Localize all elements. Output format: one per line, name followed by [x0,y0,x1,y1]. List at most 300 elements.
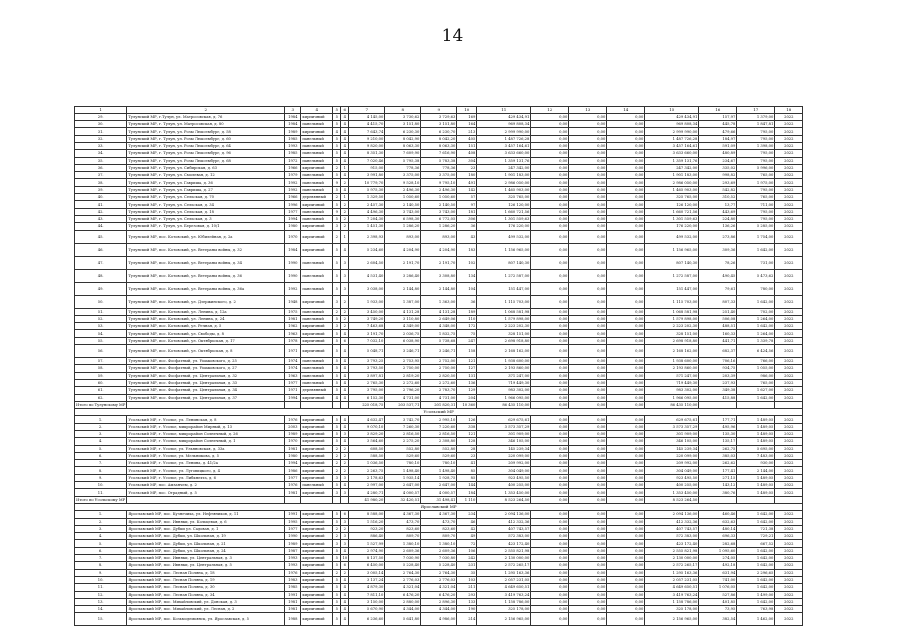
table-cell: 121 [457,358,477,365]
column-number-row [75,107,803,114]
table-cell: 0,00 [607,598,645,605]
table-cell: 309,36 [699,243,737,256]
table-cell: 5 [333,201,341,208]
table-cell: 893,00 [385,230,421,243]
table-cell: 5 [333,121,341,128]
table-cell: 301 909,00 [645,431,699,438]
table-cell: кирпичный [301,431,333,438]
table-cell: кирпичный [301,460,333,467]
table-cell: 0,00 [569,164,607,171]
address-cell: Тулунский МР, г. Тулун, ул. Сельская, д. 3 [127,215,285,222]
table-cell: 2 999 990,00 [645,128,699,135]
table-cell: 2 647,00 [421,482,457,489]
table-cell: 823,60 [385,525,421,532]
table-row [75,606,803,613]
table-cell: 2 140,50 [385,201,421,208]
table-cell: 0,00 [607,365,645,372]
table-cell: 4 [341,423,349,430]
table-cell: 135,30 [699,431,737,438]
table-cell: 43 [457,230,477,243]
table-cell: 3 151,80 [421,121,457,128]
table-cell: 0,00 [569,243,607,256]
table-cell: 346 105,00 [477,438,531,445]
table-cell: 3 005,14 [349,569,385,576]
table-cell: 495,96 [699,423,737,430]
table-cell: 2 223 202,30 [645,323,699,330]
table-cell: 588,50 [349,452,385,459]
table-cell: 160,33 [699,330,737,337]
table-cell: 49 [457,533,477,540]
table-cell: 2022 [775,379,803,386]
table-cell: 56. [75,345,127,358]
table-cell: 4 [341,547,349,554]
table-cell: кирпичный [301,598,333,605]
table-cell: 729,21 [737,533,775,540]
table-cell: 0,00 [569,179,607,186]
table-cell: 1 642,00 [737,394,775,401]
table-cell: 325 765,00 [645,194,699,201]
table-cell: 3 743,00 [421,208,457,215]
table-cell: 2 [341,452,349,459]
table-cell: 6 476,20 [421,591,457,598]
table-cell: 4. [75,533,127,540]
table-row [75,358,803,365]
table-cell: 7 030,80 [421,555,457,562]
table-cell: 2 995,10 [421,416,457,423]
table-cell: 1981 [285,445,301,452]
table-cell: 5 783,38 [421,157,457,164]
table-cell: 2 [333,569,341,576]
table-cell: 41. [75,201,127,208]
address-cell: Ярославский МР, пос. Лесная Поляна, д. 30 [127,584,285,591]
address-cell: Тулунский МР, г. Тулун, ул. Сельская, д. 18 [127,208,285,215]
table-cell: 4 [341,387,349,394]
table-cell [699,401,737,408]
table-cell: 1 660 721,56 [645,208,699,215]
table-cell: 0,00 [569,128,607,135]
table-cell: 2 698 918,80 [477,337,531,344]
table-cell: 5 [333,423,341,430]
table-row [75,431,803,438]
table-cell: 4 [341,186,349,193]
table-cell: 2 609,36 [385,547,421,554]
table-cell: 0,00 [607,482,645,489]
table-cell: 5 738,68 [421,337,457,344]
table-row [75,256,803,269]
table-cell: 13. [75,598,127,605]
table-cell: 412 332,36 [477,518,531,525]
table-cell: 2 [333,467,341,474]
table-cell: 886,40 [349,533,385,540]
table-cell: 1 462,00 [737,613,775,626]
table-cell: 0,00 [607,179,645,186]
table-cell: 0,00 [531,387,569,394]
table-cell: Итого по Усольскому МР [76,497,126,502]
table-cell: 0,00 [569,323,607,330]
table-cell: 271,15 [699,474,737,481]
table-cell: 0,00 [569,584,607,591]
table-row [75,330,803,337]
table-cell: 4 [333,394,341,401]
address-cell: Тулунский МР, пос. Котовский, ул. Октябрьская, д. 17 [127,337,285,344]
table-cell: 2022 [775,142,803,149]
table-cell: 0,00 [569,401,607,408]
table-cell: панельный [301,150,333,157]
table-cell: кирпичный [301,323,333,330]
table-cell: 807,33 [699,295,737,308]
table-cell: 1989 [285,540,301,547]
table-cell: 3 [341,474,349,481]
table-cell: 4 [341,482,349,489]
table-cell: кирпичный [301,337,333,344]
table-cell: 4 131,28 [421,308,457,315]
table-row [75,135,803,142]
table-cell: 2 [341,467,349,474]
table-cell: 328 151,00 [477,330,531,337]
table-cell: 29. [75,113,127,120]
table-cell: 106 [457,547,477,554]
table-cell: кирпичный [301,584,333,591]
table-cell: 2 [341,179,349,186]
table-cell: панельный [301,215,333,222]
table-cell: 0,00 [607,467,645,474]
table-cell: кирпичный [301,467,333,474]
table-cell: 5 [333,358,341,365]
table-cell: 0,00 [531,365,569,372]
table-row [75,423,803,430]
table-cell: 2022 [775,172,803,179]
table-cell: 7 020,46 [349,157,385,164]
table-cell: 0,00 [607,150,645,157]
table-cell: 0,00 [531,401,569,408]
table-cell: панельный [301,172,333,179]
table-cell: 491 [457,179,477,186]
table-cell: 0,00 [607,315,645,322]
table-cell: 5 [333,150,341,157]
table-cell: 189 [457,308,477,315]
table-cell: 3 991,80 [349,172,385,179]
table-row [75,482,803,489]
table-cell: 527,86 [699,591,737,598]
table-cell: 310,52 [699,194,737,201]
table-cell: 542,82 [699,186,737,193]
table-cell: 1977 [285,379,301,386]
table-cell: 5 [333,365,341,372]
table-cell: панельный [301,142,333,149]
table-cell: 5 [333,562,341,569]
address-cell: Ярославский МР, пос. Ивняки, ул. Центральная, д. 3 [127,555,285,562]
table-cell: 2022 [775,128,803,135]
table-cell: 3 897,81 [349,372,385,379]
table-cell: 225 018,75 [349,401,385,408]
table-cell: 0,00 [531,142,569,149]
table-cell: 0,00 [607,518,645,525]
table-cell: 0,00 [607,208,645,215]
table-cell: 3 [341,269,349,282]
table-cell: 9 [333,179,341,186]
table-cell: 0,00 [531,164,569,171]
table-cell: 0,00 [531,394,569,401]
table-cell: 9 820,00 [349,142,385,149]
table-cell: 5. [75,540,127,547]
table-cell: 2022 [775,562,803,569]
table-cell: 2 [341,315,349,322]
table-body [75,107,803,626]
table-row [75,223,803,230]
table-row [75,525,803,532]
table-cell: 4 [341,243,349,256]
table-cell: 2022 [775,230,803,243]
table-row [75,128,803,135]
table-cell: 0,00 [531,201,569,208]
table-cell: 0,00 [569,157,607,164]
table-cell: 2 [341,525,349,532]
table-cell: 572 383,00 [477,533,531,540]
address-cell: Тулунский МР, г. Тулун, ул. Матросовская, д. 80 [127,121,285,128]
table-cell: 1970 [285,230,301,243]
table-cell: 0,00 [569,555,607,562]
table-cell: 2 308,80 [421,438,457,445]
address-cell: Ярославский МР, пос. Дубки, ул. Школьная, д. 21 [127,540,285,547]
table-cell: 5 [333,172,341,179]
table-cell: 2 [341,308,349,315]
section-title: Усольский МР [75,409,803,416]
table-cell: 325 178,00 [477,606,531,613]
table-cell: 35. [75,157,127,164]
table-cell: 2 144,80 [421,282,457,295]
table-cell: 0,00 [531,613,569,626]
table-cell: 4 [341,372,349,379]
address-cell: Усольский МР, г. Усолье, микрорайон Солнечный, д. 1 [127,438,285,445]
table-cell: 0,00 [569,489,607,496]
total-row [75,496,803,503]
table-cell: 176 220,00 [645,223,699,230]
address-cell: Усольский МР, г. Усолье, микрорайон Мирный, д. 13 [127,423,285,430]
address-cell [127,401,285,408]
table-cell: 184 [457,489,477,496]
table-row [75,243,803,256]
table-cell: 3 793,50 [349,365,385,372]
table-row [75,282,803,295]
table-row [75,489,803,496]
table-cell: 48. [75,269,127,282]
table-cell: 2022 [775,164,803,171]
table-cell: 3 246,71 [421,345,457,358]
table-cell: 778,36 [421,164,457,171]
table-cell: 667,52 [737,540,775,547]
table-cell: 1 301 559,63 [477,215,531,222]
address-cell: Усольский МР, г. Усолье, ул. Луговицкого, д. 4 [127,467,285,474]
table-cell: 136 [457,379,477,386]
table-cell: 1981 [285,606,301,613]
address-cell: Ярославский МР, пос. Михайловский, ул. Лесная, д. 2 [127,606,285,613]
table-cell: 0,00 [607,201,645,208]
table-cell: 4 415,70 [349,121,385,128]
table-cell: 1 642,00 [737,518,775,525]
table-cell: 293,69 [699,179,737,186]
table-cell: 2022 [775,555,803,562]
table-cell: 3 151,80 [385,121,421,128]
table-cell: 1992 [285,282,301,295]
table-cell: 2 974,90 [349,547,385,554]
table-row [75,372,803,379]
table-cell: 2022 [775,330,803,337]
table-cell: 75 [457,330,477,337]
table-row [75,150,803,157]
table-cell: кирпичный [301,576,333,583]
table-cell: 441,71 [699,337,737,344]
table-cell: 795,00 [737,186,775,193]
table-row [75,591,803,598]
table-cell: 2. [75,423,127,430]
table-row [75,576,803,583]
table-cell: 1 642,00 [737,555,775,562]
table-cell: 2 698 918,80 [645,337,699,344]
table-cell: 6 [341,511,349,518]
column-number: 17 [737,107,775,114]
address-cell: Усольский МР, г. Усолье, ул. Мельникова, д. 5 [127,452,285,459]
table-cell: 986,00 [737,372,775,379]
table-cell: 1 339,78 [737,337,775,344]
table-cell: 5 [333,157,341,164]
table-cell: 0,00 [569,379,607,386]
table-row [75,569,803,576]
table-cell: 36. [75,164,127,171]
table-cell: 2 572 265,17 [477,562,531,569]
table-cell: 5 048,71 [349,345,385,358]
table-cell: 31 498,41 [421,496,457,503]
table-cell: 304 [457,157,477,164]
table-cell: 13,77 [699,201,737,208]
table-cell: 1948 [285,295,301,308]
table-row [75,142,803,149]
table-cell: 3 137,24 [349,576,385,583]
table-cell: 0,00 [531,518,569,525]
table-cell: 1 938 600,00 [645,358,699,365]
table-cell: 2022 [775,157,803,164]
table-cell: 0,00 [531,555,569,562]
table-cell: 3 [341,282,349,295]
address-cell: Ярославский МР, пос. Лесная Поляна, д. 18 [127,569,285,576]
table-cell: 1 295 163,36 [645,569,699,576]
table-cell [775,401,803,408]
table-cell: 102 [457,256,477,269]
table-cell: 262,75 [699,445,737,452]
table-cell: 2 057 231,05 [477,576,531,583]
table-cell: 0,00 [569,315,607,322]
table-cell: 9. [75,569,127,576]
table-cell: кирпичный [301,591,333,598]
table-cell: 2022 [775,540,803,547]
table-cell: 795,00 [737,128,775,135]
table-cell: 157,97 [699,113,737,120]
table-cell: 1 363,00 [421,295,457,308]
table-cell: 1 642,00 [737,243,775,256]
table-cell: 1974 [285,365,301,372]
table-cell: 0,00 [569,208,607,215]
table-cell: 4 [341,128,349,135]
table-cell: 1994 [285,460,301,467]
table-cell: 3 246,71 [385,345,421,358]
table-cell: 1989 [285,128,301,135]
table-row [75,345,803,358]
address-cell: Тулунский МР, пос. Котовский, ул. Ветераны войны, д. 36а [127,282,285,295]
table-cell: 1 264,00 [737,330,775,337]
table-row [75,164,803,171]
table-cell: кирпичный [301,295,333,308]
table-cell: 2 263,75 [349,467,385,474]
table-cell: 1 353 450,00 [477,489,531,496]
table-cell: 1 516,20 [349,518,385,525]
address-cell: Тулунский МР, г. Тулун, ул. Березовая, д. 10/1 [127,223,285,230]
table-cell: 0,00 [531,576,569,583]
table-cell [341,401,349,408]
table-cell: 0,00 [607,547,645,554]
table-cell: 6. [75,547,127,554]
table-cell: панельный [301,157,333,164]
table-cell: 247 342,00 [477,164,531,171]
address-cell: Усольский МР, пос. Амзанчем, д. 2 [127,482,285,489]
table-cell: 7 030,90 [385,555,421,562]
table-cell: 177,71 [699,416,737,423]
table-cell: 0,00 [569,201,607,208]
table-cell: 1980 [285,223,301,230]
table-row [75,438,803,445]
table-cell: 231 [457,562,477,569]
address-cell: Ярославский МР, пос. Лесная Поляна, д. 19 [127,576,285,583]
table-row [75,394,803,401]
table-cell: 293 [457,591,477,598]
table-cell: 5 [333,518,341,525]
table-cell [699,496,737,503]
table-cell: 632,63 [699,518,737,525]
table-cell: 10 [342,556,348,561]
table-cell: 4 [341,613,349,626]
table-cell: 2022 [775,323,803,330]
table-row [75,157,803,164]
table-cell: 2022 [775,345,803,358]
table-cell: кирпичный [301,128,333,135]
table-cell: 2022 [775,201,803,208]
table-cell: 1 110 [457,496,477,503]
table-cell: 52. [75,315,127,322]
table-cell: 1 642,00 [737,562,775,569]
table-cell: 5 [333,345,341,358]
table-cell: 2 604,50 [349,256,385,269]
table-cell: 0,00 [569,438,607,445]
table-cell: 0,00 [607,613,645,626]
table-cell: 2 272,60 [421,379,457,386]
table-cell: 1995 [285,518,301,525]
table-cell: 6 450,00 [349,562,385,569]
table-cell: 1975 [285,308,301,315]
table-cell: 34. [75,150,127,157]
table-cell: 1 928,75 [421,474,457,481]
table-cell: 73,95 [699,606,737,613]
table-cell: 0,00 [607,387,645,394]
table-cell: 158 [457,345,477,358]
table-cell: деревянный [301,194,333,201]
table-cell: 506,08 [699,315,737,322]
table-cell: 54. [75,330,127,337]
table-cell: 220 099,00 [477,452,531,459]
table-cell: 0,00 [531,308,569,315]
table-cell: 1 642,00 [737,323,775,330]
table-cell: 9 795,10 [421,179,457,186]
address-cell: Тулунский МР, г. Тулун, ул. Розы Люксембург, д. 60 [127,135,285,142]
table-cell: 2 649,06 [421,315,457,322]
table-cell: 0,00 [531,172,569,179]
